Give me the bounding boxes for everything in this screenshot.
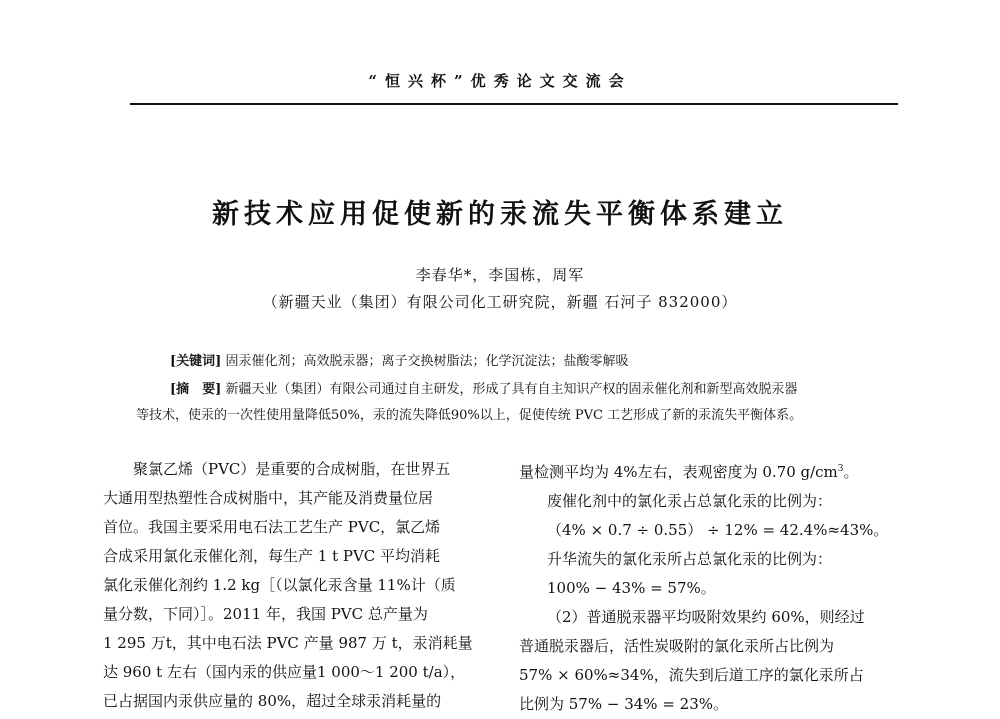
abstract-text-1: 新疆天业（集团）有限公司通过自主研发，形成了具有自主知识产权的固汞催化剂和新型高效脱汞器: [225, 382, 798, 397]
abstract-label: [摘 要]: [170, 382, 222, 397]
body-line: 聚氯乙烯（PVC）是重要的合成树脂，在世界五: [133, 460, 451, 478]
body-line: （2）普通脱汞器平均吸附效果约 60%，则经过: [547, 608, 865, 626]
density-superscript: 3: [837, 464, 844, 474]
left-column: [103, 455, 485, 716]
density-end: 。: [843, 463, 859, 481]
body-line: 升华流失的氯化汞所占总氯化汞的比例为：: [547, 550, 833, 568]
body-line: 氯化汞催化剂约 1.2 kg［（以氯化汞含量 11%计（质: [103, 576, 456, 594]
keywords-text: 固汞催化剂；高效脱汞器；离子交换树脂法；化学沉淀法；盐酸零解吸: [225, 354, 629, 369]
body-line: 普通脱汞器后，活性炭吸附的氯化汞所占比例为: [519, 637, 835, 655]
body-line: 1 295 万t，其中电石法 PVC 产量 987 万 t，汞消耗量: [103, 634, 473, 652]
body-line: 大通用型热塑性合成树脂中，其产能及消费量位居: [103, 489, 434, 507]
body-line: 57% × 60%≈34%，流失到后道工序的氯化汞所占: [519, 666, 864, 684]
formula-line: （4% × 0.7 ÷ 0.55） ÷ 12% = 42.4%≈43%。: [547, 521, 889, 539]
formula-line: 100% − 43% = 57%。: [547, 579, 716, 597]
body-line: 量分数，下同）］。2011 年，我国 PVC 总产量为: [103, 605, 428, 623]
body-line: 已占据国内汞供应量的 80%，超过全球汞消耗量的: [103, 692, 442, 710]
keywords-label: [关键词]: [170, 354, 222, 369]
density-text: 量检测平均为 4%左右，表观密度为 0.70 g/cm: [519, 463, 838, 481]
abstract-line-2: 等技术，使汞的一次性使用量降低50%，汞的流失降低90%以上，促使传统 PVC 工艺形成了新的汞流失平衡体系。: [136, 408, 803, 423]
body-line: [519, 455, 904, 487]
running-header: “恒兴杯”优秀论文交流会: [368, 72, 632, 90]
body-line: 首位。我国主要采用电石法工艺生产 PVC，氯乙烯: [103, 518, 441, 536]
keywords: [170, 350, 870, 369]
paper-title: 新技术应用促使新的汞流失平衡体系建立: [212, 199, 788, 230]
body-line: 合成采用氯化汞催化剂，每生产 1 t PVC 平均消耗: [103, 547, 441, 565]
authors: 李春华*，李国栋，周军: [415, 266, 585, 284]
affiliation: （新疆天业（集团）有限公司化工研究院，新疆 石河子 832000）: [262, 293, 738, 311]
abstract-line-1: [170, 378, 890, 397]
right-column: [519, 455, 904, 719]
body-line: 达 960 t 左右（国内汞的供应量1 000～1 200 t/a），: [103, 663, 466, 681]
body-line: 比例为 57% − 34% = 23%。: [519, 695, 728, 713]
header-rule: [130, 103, 898, 105]
body-line: 废催化剂中的氯化汞占总氯化汞的比例为：: [547, 492, 833, 510]
